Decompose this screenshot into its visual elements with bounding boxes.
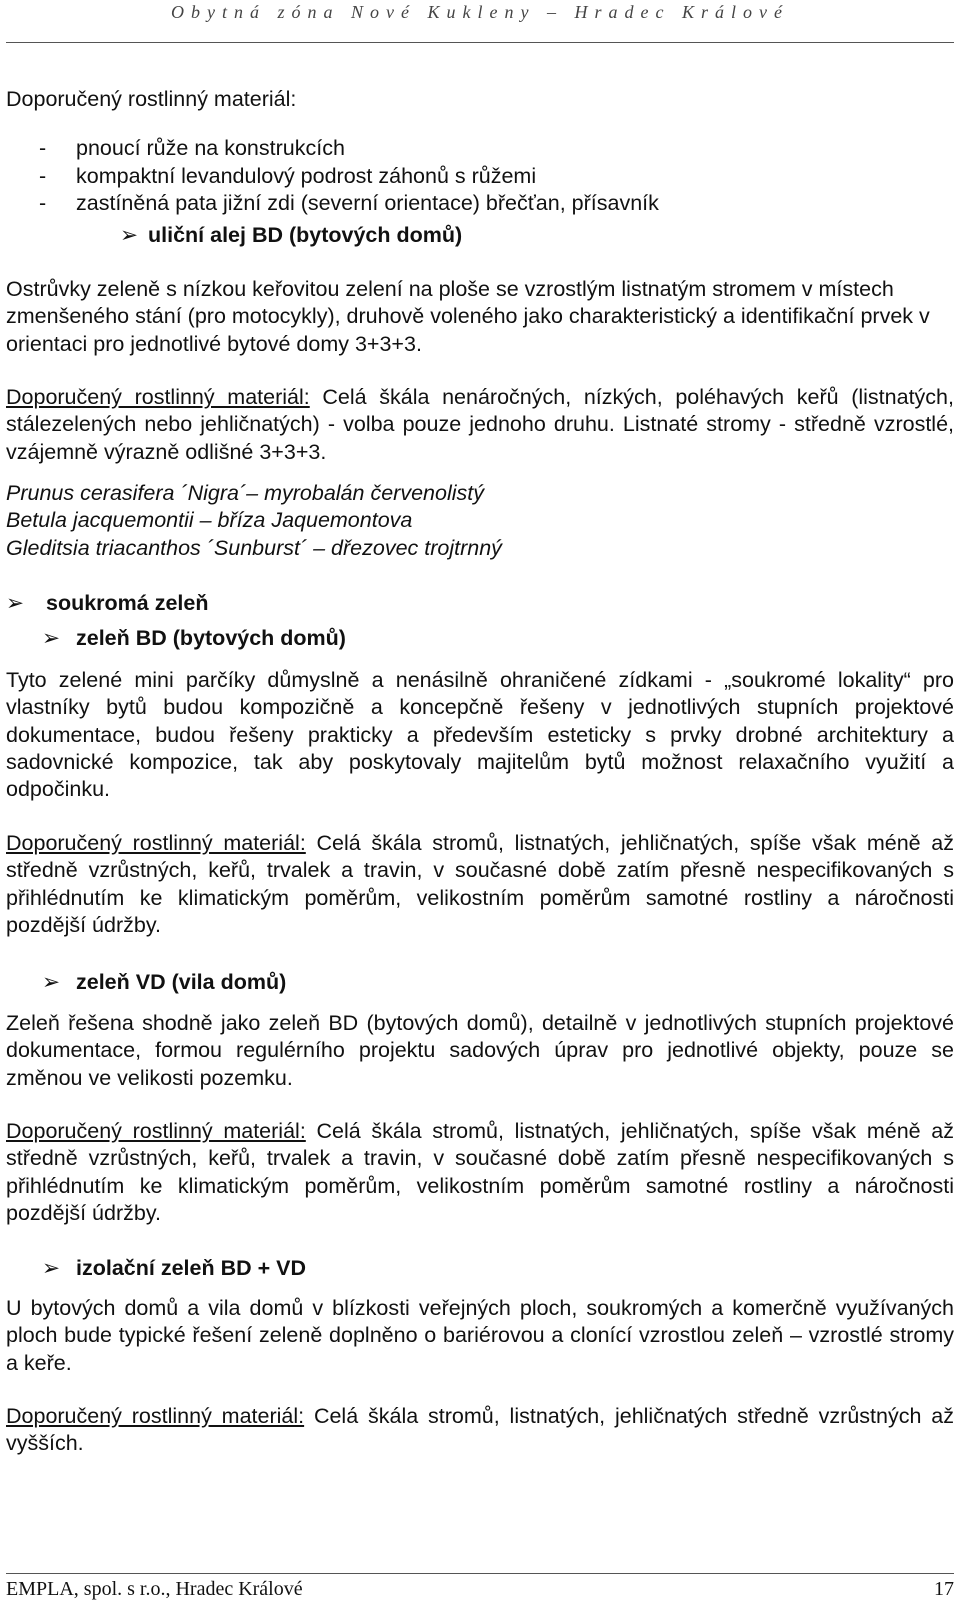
paragraph-zelen-vd: Zeleň řešena shodně jako zeleň BD (bytových domů), detailně v jednotlivých stupních projektové dokumentace, formou regulérního projektu sadových úprav pro jednotlivé objekty, pouze se změnou ve velikosti pozemku.: [6, 1011, 954, 1090]
section-planting-list: [6, 86, 954, 217]
species-item: Gleditsia triacanthos ´Sunburst´ – dřezovec trojtrnný: [6, 535, 502, 560]
dash-icon: -: [39, 163, 47, 188]
arrow-bullet-icon: ➢: [120, 223, 139, 247]
species-list: [6, 480, 954, 562]
footer-company: EMPLA, spol. s r.o., Hradec Králové: [6, 1578, 303, 1600]
list-item: - kompaktní levandulový podrost záhonů s růžemi: [6, 163, 954, 190]
material-label: Doporučený rostlinný materiál:: [6, 1119, 306, 1143]
paragraph-alej: Ostrůvky zeleně s nízkou keřovitou zelení na ploše se vzrostlým listnatým stromem v místech zmenšeného stání (pro motocykly), druhově voleného jako charakteristický a identifikační prvek v orientaci pro jednotlivé bytové domy 3+3+3.: [6, 277, 930, 356]
arrow-bullet-icon: ➢: [42, 1256, 61, 1280]
arrow-bullet-icon: ➢: [42, 970, 61, 994]
running-header: Obytná zóna Nové Kukleny – Hradec Králové: [171, 2, 789, 22]
heading-ulicni-alej: ➢ uliční alej BD (bytových domů): [120, 223, 463, 247]
dash-icon: -: [39, 136, 47, 161]
dash-icon: -: [39, 190, 47, 215]
paragraph-zelen-bd-material: Doporučený rostlinný materiál: Celá škála stromů, listnatých, jehličnatých, spíše však méně až středně vzrůstných, keřů, trvalek a travin, v současné době zatím přesně nespecifikovaných s přihlédnutím ke klimatickým poměrům, velikostním poměrům samotné rostliny a náročnosti pozdější údržby.: [6, 831, 954, 937]
paragraph-zelen-vd-material: Doporučený rostlinný materiál: Celá škála stromů, listnatých, jehličnatých, spíše však méně až středně vzrůstných, keřů, trvalek a travin, v současné době zatím přesně nespecifikovaných s přihlédnutím ke klimatickým poměrům, velikostním poměrům samotné rostliny a náročnosti pozdější údržby.: [6, 1119, 954, 1225]
paragraph-zelen-bd: Tyto zelené mini parčíky důmyslně a nenásilně ohraničené zídkami - „soukromé lokality“ pro vlastníky bytů budou kompozičně a koncepčně řešeny v jednotlivých stupních projektové dokumentace, budou řešeny prakticky a především esteticky s prvky drobné architektury a sadovnické kompozice, tak aby poskytovaly majitelům bytů možnost relaxačního využití a odpočinku.: [6, 668, 954, 802]
arrow-bullet-icon: ➢: [6, 591, 25, 615]
material-heading: Doporučený rostlinný materiál:: [6, 87, 297, 111]
material-label: Doporučený rostlinný materiál:: [6, 1404, 305, 1428]
page-number: 17: [934, 1578, 954, 1600]
species-item: Betula jacquemontii – bříza Jaquemontova: [6, 508, 413, 533]
paragraph-izolacni: U bytových domů a vila domů v blízkosti veřejných ploch, soukromých a komerčně využívaných ploch bude typické řešení zeleně doplněno o bariérovou a clonící vzrostlou zeleň – vzrostlé stromy a keře.: [6, 1296, 954, 1375]
arrow-bullet-icon: ➢: [42, 626, 61, 650]
heading-zelen-vd: ➢ zeleň VD (vila domů): [42, 970, 287, 994]
material-label: Doporučený rostlinný materiál:: [6, 385, 310, 409]
species-item: Prunus cerasifera ´Nigra´– myrobalán červenolistý: [6, 481, 484, 505]
list-item: - pnoucí růže na konstrukcích: [6, 135, 954, 162]
paragraph-alej-material: Doporučený rostlinný materiál: Celá škála nenáročných, nízkých, poléhavých keřů (listnatých, stálezelených nebo jehličnatých) - volba pouze jednoho druhu. Listnaté stromy - středně vzrostlé, vzájemně výrazně odlišné 3+3+3.: [6, 385, 954, 464]
heading-izolacni-zelen: ➢ izolační zeleň BD + VD: [42, 1256, 306, 1280]
heading-zelen-bd: ➢ zeleň BD (bytových domů): [42, 626, 346, 650]
material-label: Doporučený rostlinný materiál:: [6, 831, 306, 855]
header-divider: [6, 42, 954, 43]
paragraph-izolacni-material: Doporučený rostlinný materiál: Celá škála stromů, listnatých, jehličnatých středně vzrůstných až vyšších.: [6, 1404, 954, 1456]
footer-divider: [6, 1573, 954, 1574]
list-item: - zastíněná pata jižní zdi (severní orientace) břečťan, přísavník: [6, 190, 954, 217]
heading-soukroma-zelen: ➢ soukromá zeleň: [6, 591, 209, 615]
